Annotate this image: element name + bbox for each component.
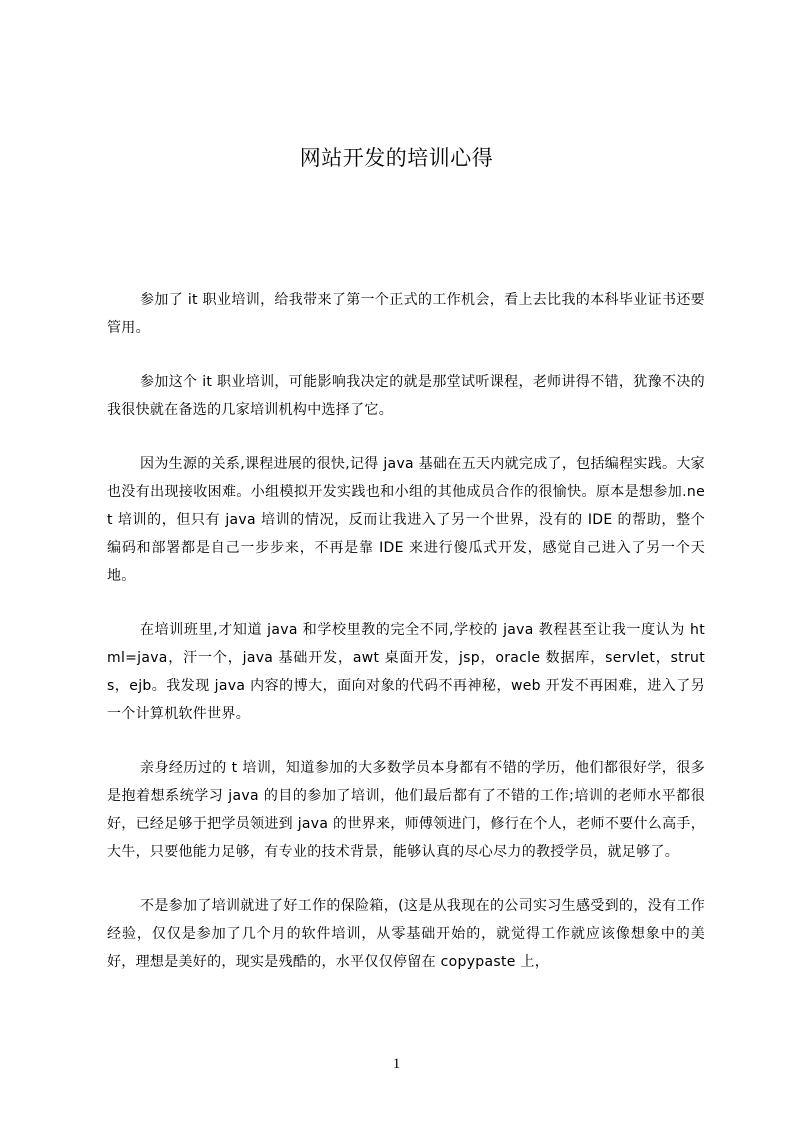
page-number: 1: [392, 1056, 401, 1072]
document-body: [107, 286, 705, 1002]
paragraph-3: 因为生源的关系,课程进展的很快,记得 java 基础在五天内就完成了，包括编程实践。大家也没有出现接收困难。小组模拟开发实践也和小组的其他成员合作的很愉快。原本是想参加.net 培训的，但只有 java 培训的情况，反而让我进入了另一个世界，没有的 IDE 的帮助，整个编码和部署都是自己一步步来，不再是靠 IDE 来进行傻瓜式开发，感觉自己进入了另一个天地。: [107, 456, 705, 584]
paragraph-2: 参加这个 it 职业培训，可能影响我决定的就是那堂试听课程，老师讲得不错，犹豫不决的我很快就在备选的几家培训机构中选择了它。: [107, 374, 705, 418]
document-title: 网站开发的培训心得: [299, 146, 494, 170]
paragraph-4: 在培训班里,才知道 java 和学校里教的完全不同,学校的 java 教程甚至让我一度认为 html=java，汗一个，java 基础开发，awt 桌面开发，jsp，oracle 数据库，servlet，struts，ejb。我发现 java 内容的博大，面向对象的代码不再神秘，web 开发不再困难，进入了另一个计算机软件世界。: [107, 622, 705, 722]
paragraph-5: 亲身经历过的 t 培训，知道参加的大多数学员本身都有不错的学历，他们都很好学，很多是抱着想系统学习 java 的目的参加了培训，他们最后都有了不错的工作;培训的老师水平都很好，已经足够于把学员领进到 java 的世界来，师傅领进门，修行在个人，老师不要什么高手，大牛，只要他能力足够，有专业的技术背景，能够认真的尽心尽力的教授学员，就足够了。: [107, 760, 705, 860]
paragraph-1: 参加了 it 职业培训，给我带来了第一个正式的工作机会，看上去比我的本科毕业证书还要管用。: [107, 292, 705, 336]
paragraph-6: 不是参加了培训就进了好工作的保险箱，(这是从我现在的公司实习生感受到的，没有工作经验，仅仅是参加了几个月的软件培训，从零基础开始的，就觉得工作就应该像想象中的美好，理想是美好的，现实是残酷的，水平仅仅停留在 copypaste 上，: [107, 898, 705, 970]
